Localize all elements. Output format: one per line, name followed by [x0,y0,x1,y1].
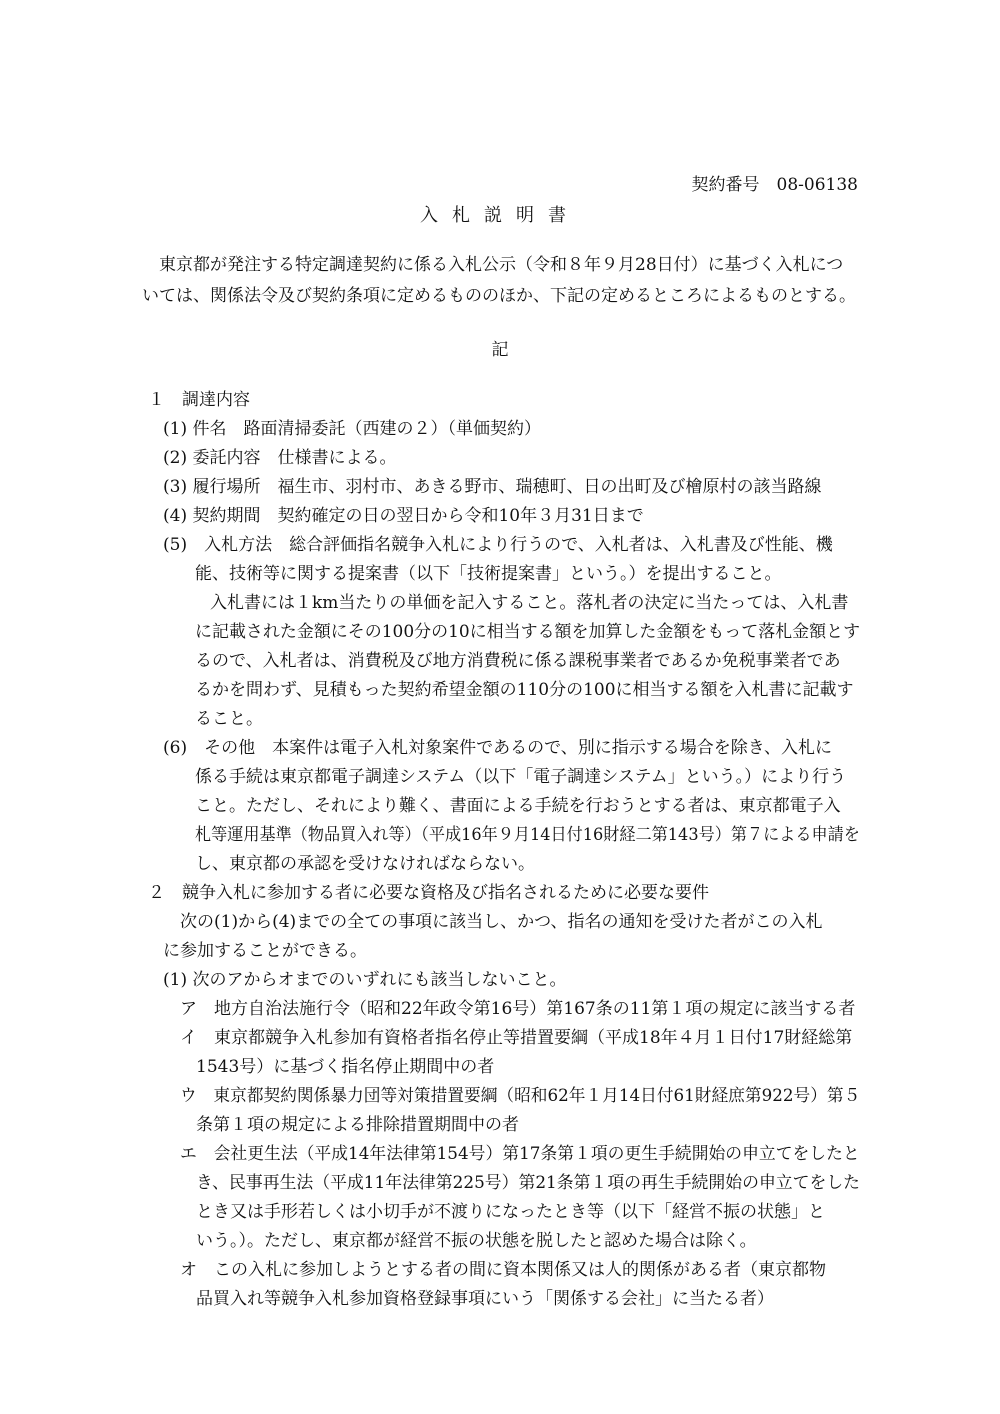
body-line: 入札書には１km当たりの単価を記入すること。落札者の決定に当たっては、入札書 [210,593,849,613]
body-line: ウ 東京都契約関係暴力団等対策措置要綱（昭和62年１月14日付61財経庶第922号）第５ [180,1086,861,1106]
body-line: (6) その他 本案件は電子入札対象案件であるので、別に指示する場合を除き、入札に [163,738,833,758]
body-line: 札等運用基準（物品買入れ等）（平成16年９月14日付16財経二第143号）第７による申請を [195,825,860,845]
body-line: １ 調達内容 [148,390,250,410]
body-line: し、東京都の承認を受けなければならない。 [195,854,535,874]
intro-paragraph: 東京都が発注する特定調達契約に係る入札公示（令和８年９月28日付）に基づく入札については、関係法令及び契約条項に定めるもののほか、下記の定めるところによるものとする。 [142,255,856,306]
body-line: (4) 契約期間 契約確定の日の翌日から令和10年３月31日まで [163,506,644,526]
body-line: 能、技術等に関する提案書（以下「技術提案書」という。）を提出すること。 [195,564,782,584]
body-line: (1) 次のアからオまでのいずれにも該当しないこと。 [163,970,567,990]
body-line: 次の(1)から(4)までの全ての事項に該当し、かつ、指名の通知を受けた者がこの入札 [180,912,823,932]
body-line: こと。ただし、それにより難く、書面による手続を行おうとする者は、東京都電子入 [195,796,841,816]
body-line: 係る手続は東京都電子調達システム（以下「電子調達システム」という。）により行う [195,767,847,787]
body-line: 1543号）に基づく指名停止期間中の者 [196,1057,495,1077]
body-line: 条第１項の規定による排除措置期間中の者 [196,1115,519,1135]
body-line: とき又は手形若しくは小切手が不渡りになったとき等（以下「経営不振の状態」と [196,1202,825,1222]
ki-heading: 記 [491,340,509,360]
body-line: (3) 履行場所 福生市、羽村市、あきる野市、瑞穂町、日の出町及び檜原村の該当路線 [163,477,822,497]
body-line: 品買入れ等競争入札参加資格登録事項にいう「関係する会社」に当たる者） [196,1289,774,1309]
body-line: に参加することができる。 [163,941,367,961]
body-line: き、民事再生法（平成11年法律第225号）第21条第１項の再生手続開始の申立てをした [196,1173,861,1193]
body-line: (2) 委託内容 仕様書による。 [163,448,397,468]
body-line: (1) 件名 路面清掃委託（西建の２）（単価契約） [163,419,541,439]
body-line: いう。）。ただし、東京都が経営不振の状態を脱したと認めた場合は除く。 [196,1231,757,1251]
contract-number: 契約番号 08-06138 [691,175,858,195]
document-title: 入札説明書 [420,205,580,226]
body-line: イ 東京都競争入札参加有資格者指名停止等措置要綱（平成18年４月１日付17財経総第 [180,1028,853,1048]
body-line: (5) 入札方法 総合評価指名競争入札により行うので、入札者は、入札書及び性能、機 [163,535,833,555]
body-line: ア 地方自治法施行令（昭和22年政令第16号）第167条の11第１項の規定に該当する者 [180,999,856,1019]
body-line: に記載された金額にその100分の10に相当する額を加算した金額をもって落札金額とす [195,622,861,642]
body-line: エ 会社更生法（平成14年法律第154号）第17条第１項の更生手続開始の申立てをしたと [180,1144,860,1164]
body-line: ２ 競争入札に参加する者に必要な資格及び指名されるために必要な要件 [148,883,709,903]
body-line: ること。 [195,709,263,729]
body-line: るかを問わず、見積もった契約希望金額の110分の100に相当する額を入札書に記載す [195,680,854,700]
body-line: るので、入札者は、消費税及び地方消費税に係る課税事業者であるか免税事業者であ [195,651,841,671]
body-line: オ この入札に参加しようとする者の間に資本関係又は人的関係がある者（東京都物 [180,1260,826,1280]
